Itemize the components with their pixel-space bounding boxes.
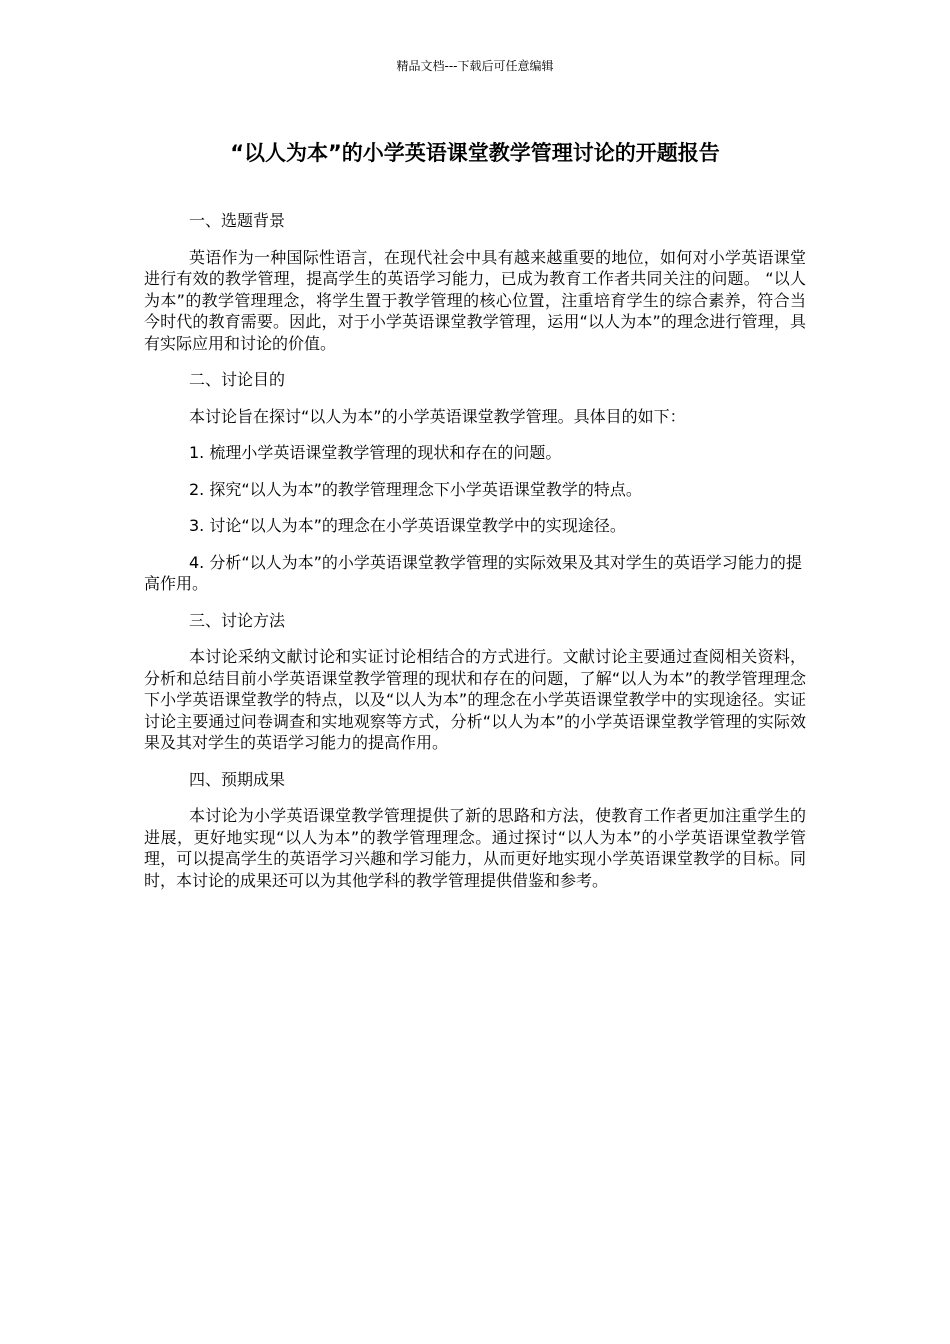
background-paragraph: 英语作为一种国际性语言，在现代社会中具有越来越重要的地位，如何对小学英语课堂进行有效的教学管理，提高学生的英语学习能力，已成为教育工作者共同关注的问题。 “以人为本”的教学管理理念，将学生置于教学管理的核心位置，注重培育学生的综合素养，符合当今时代的教育需要。因此，对于小学英语课堂教学管理，运用“以人为本”的理念进行管理，具有实际应用和讨论的价值。: [144, 247, 806, 353]
purpose-item-2: 2. 探究“以人为本”的教学管理理念下小学英语课堂教学的特点。: [189, 479, 642, 499]
purpose-item-4: 4. 分析“以人为本”的小学英语课堂教学管理的实际效果及其对学生的英语学习能力的提高作用。: [144, 552, 802, 593]
purpose-intro: 本讨论旨在探讨“以人为本”的小学英语课堂教学管理。具体目的如下：: [189, 406, 686, 426]
purpose-item-3: 3. 讨论“以人为本”的理念在小学英语课堂教学中的实现途径。: [189, 516, 626, 535]
purpose-item-1: 1. 梳理小学英语课堂教学管理的现状和存在的问题。: [189, 443, 562, 462]
section-heading-background: 一、选题背景: [189, 211, 286, 230]
header-note: 精品文档---下载后可任意编辑: [396, 59, 554, 73]
document-title: “以人为本”的小学英语课堂教学管理讨论的开题报告: [230, 141, 720, 165]
document-body: [144, 210, 806, 906]
method-paragraph: 本讨论采纳文献讨论和实证讨论相结合的方式进行。文献讨论主要通过查阅相关资料，分析和总结目前小学英语课堂教学管理的现状和存在的问题，了解“以人为本”的教学管理理念下小学英语课堂教学的特点，以及“以人为本”的理念在小学英语课堂教学中的实现途径。实证讨论主要通过问卷调查和实地观察等方式，分析“以人为本”的小学英语课堂教学管理的实际效果及其对学生的英语学习能力的提高作用。: [144, 647, 806, 752]
section-heading-method: 三、讨论方法: [189, 610, 286, 630]
outcome-paragraph: 本讨论为小学英语课堂教学管理提供了新的思路和方法，使教育工作者更加注重学生的进展，更好地实现“以人为本”的教学管理理念。通过探讨“以人为本”的小学英语课堂教学管理，可以提高学生的英语学习兴趣和学习能力，从而更好地实现小学英语课堂教学的目标。同时，本讨论的成果还可以为其他学科的教学管理提供借鉴和参考。: [144, 806, 806, 890]
section-heading-outcome: 四、预期成果: [189, 769, 286, 789]
section-heading-purpose: 二、讨论目的: [189, 370, 286, 389]
